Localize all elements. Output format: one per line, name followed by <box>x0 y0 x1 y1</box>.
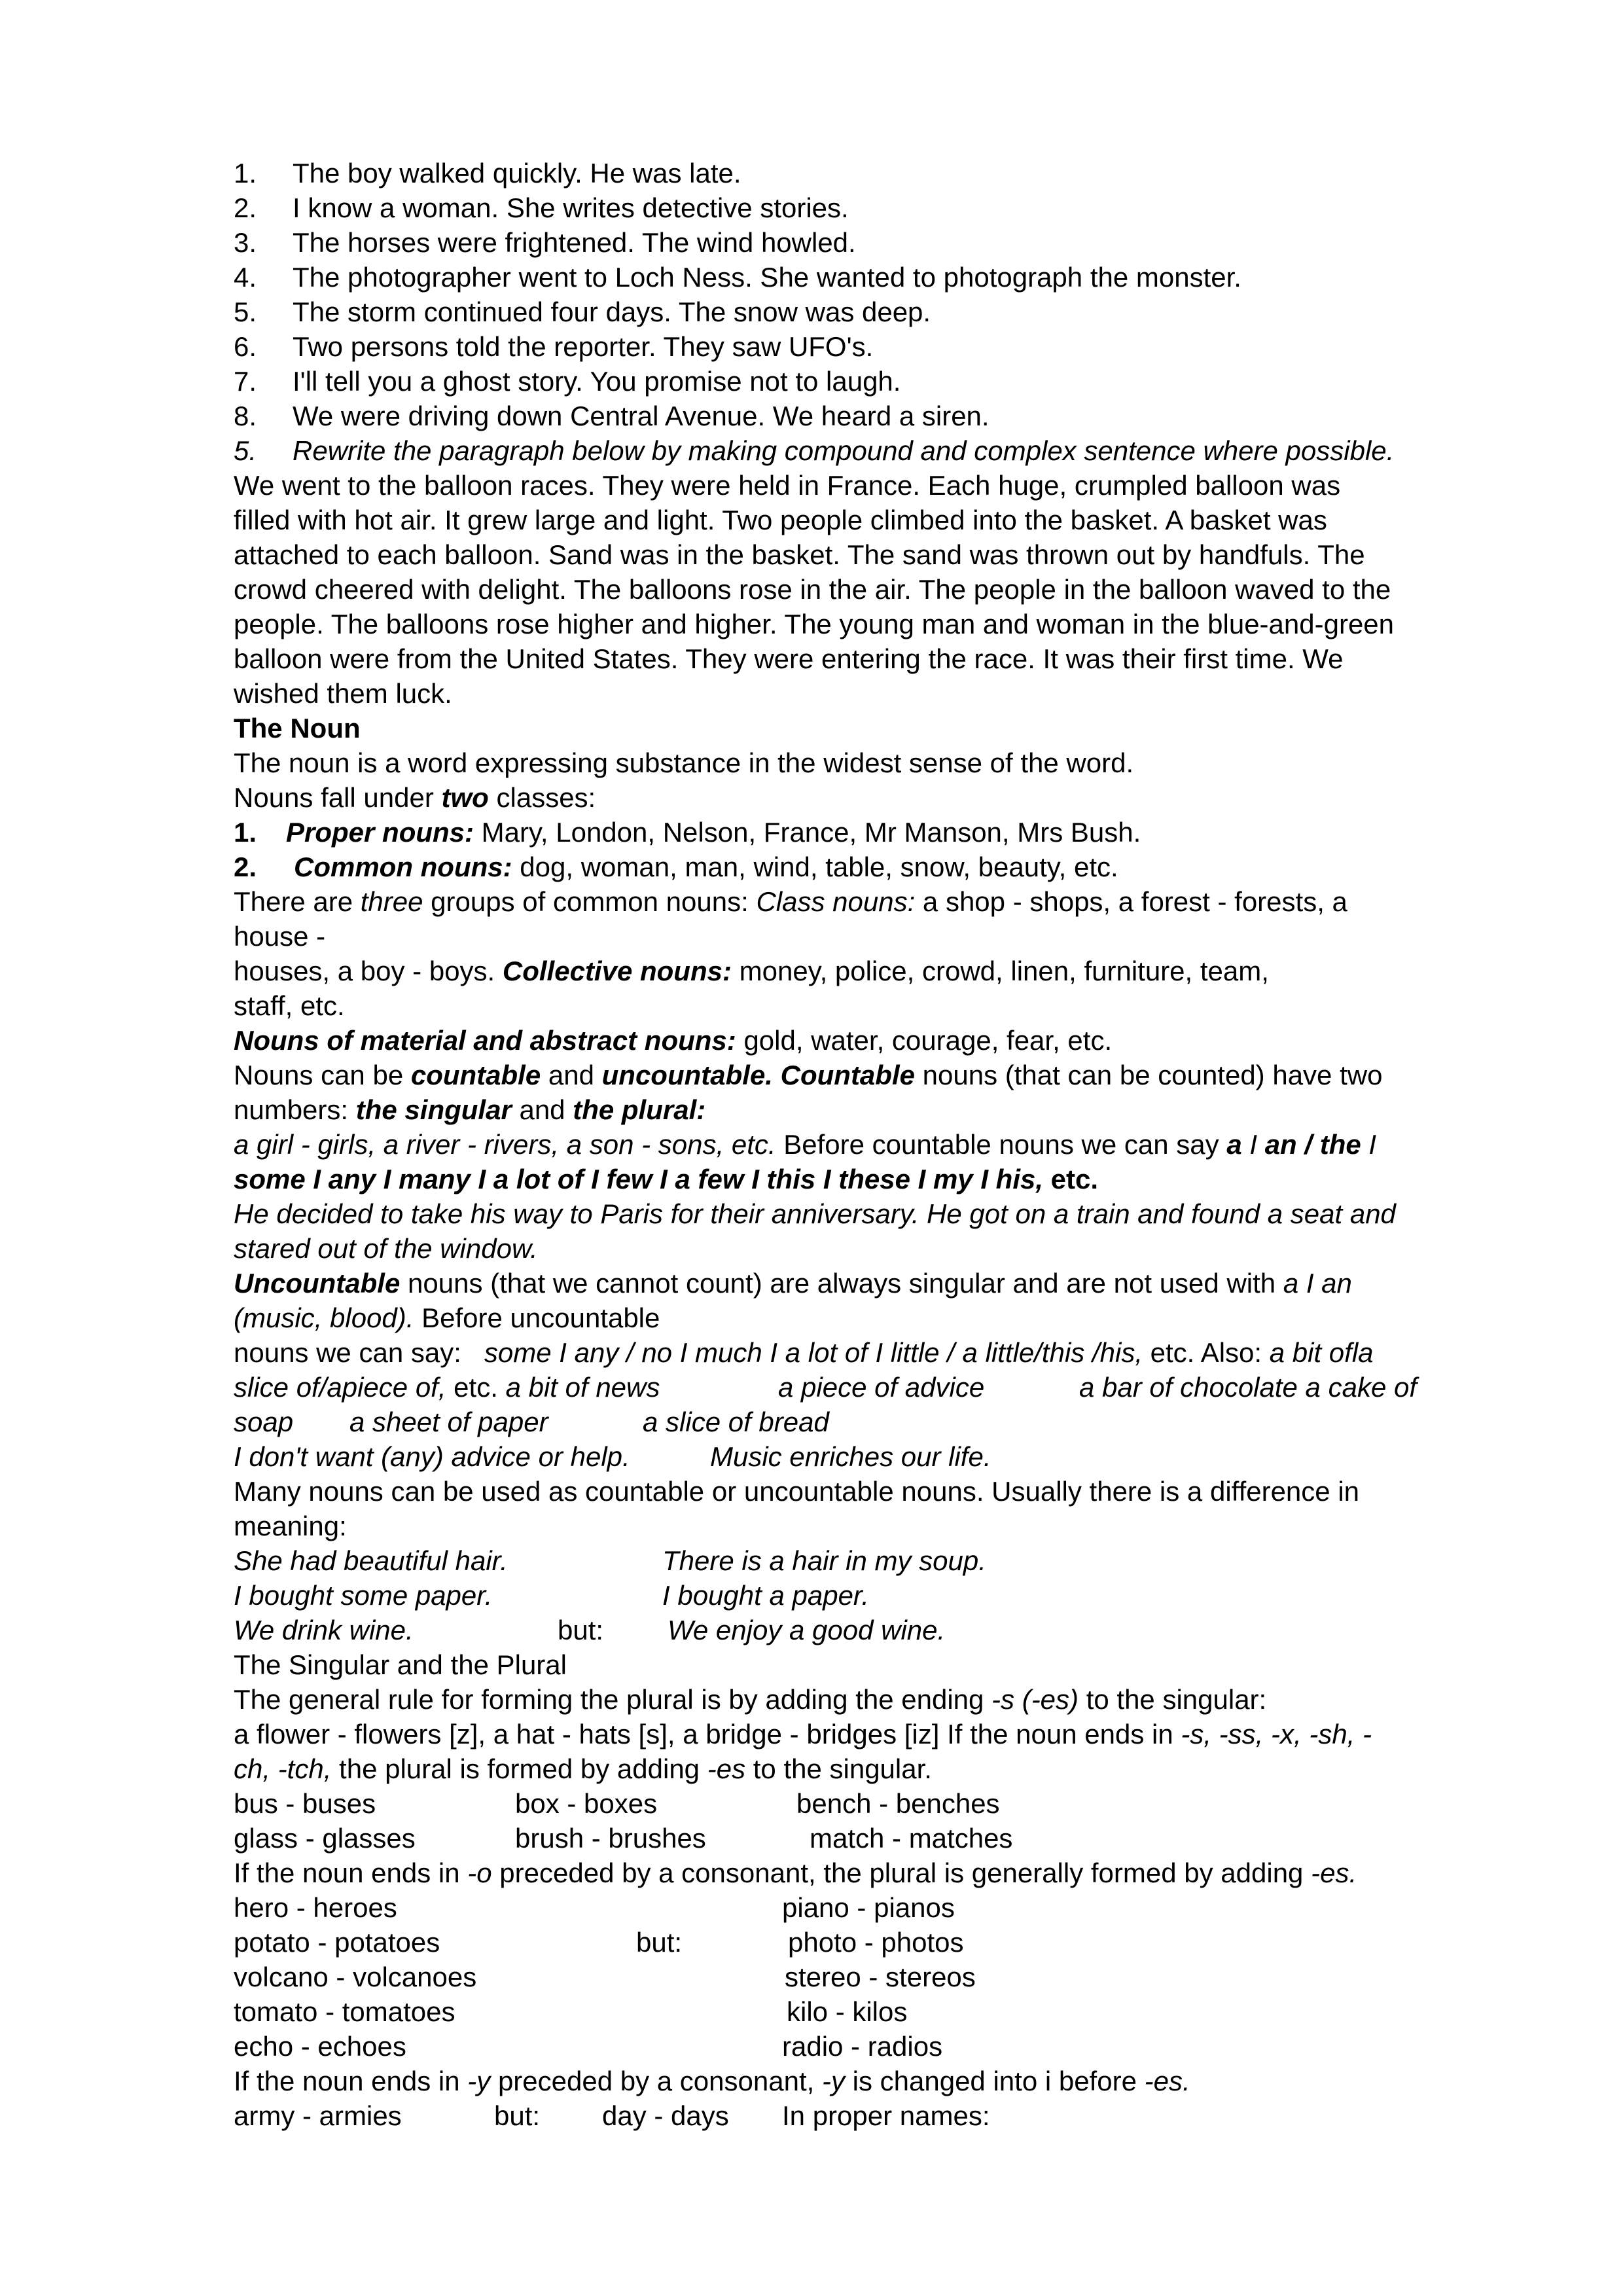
example: slice of/apiece of, <box>234 1372 446 1403</box>
table-cell: glass - glasses <box>234 1823 416 1854</box>
but-label: but: <box>558 1615 604 1645</box>
groups-line: house - <box>234 921 326 952</box>
but-label: but: <box>636 1927 683 1958</box>
uncountable-line <box>234 1266 1536 1300</box>
text: and <box>511 1094 573 1125</box>
item-text: The horses were frightened. The wind howled. <box>293 227 856 258</box>
separator: I <box>1241 1129 1265 1160</box>
suffix: -s (-es) <box>991 1684 1079 1715</box>
example: a slice of bread <box>643 1407 829 1437</box>
material-line <box>234 1023 1536 1058</box>
text: to the singular: <box>1079 1684 1267 1715</box>
text: nouns we can say: <box>234 1337 484 1368</box>
text: Nouns fall under <box>234 782 442 813</box>
example: a bit of news <box>505 1372 660 1403</box>
term-label: Proper nouns: <box>286 817 474 848</box>
section-heading: The Noun <box>234 713 361 744</box>
item-number: 5. <box>234 296 257 327</box>
example: There is a hair in my soup. <box>662 1545 986 1576</box>
separator: I <box>1361 1129 1377 1160</box>
groups-line <box>234 884 1536 919</box>
rule-line <box>234 1751 1536 1786</box>
countable-line <box>234 1162 1536 1196</box>
example-pair <box>234 1613 1536 1647</box>
example: I bought a paper. <box>662 1580 870 1611</box>
item-text: Two persons told the reporter. They saw UFO's. <box>293 331 874 362</box>
text: If the noun ends in <box>234 1857 468 1888</box>
uncountable-line <box>234 1370 1536 1405</box>
suffix: -y <box>467 2066 491 2096</box>
suffix: -es <box>707 1753 746 1784</box>
table-row <box>234 1890 1536 1925</box>
emphasis: the singular <box>355 1094 512 1125</box>
emphasis: some I any I many I a lot of I few I a few I this I these I my I his, <box>234 1164 1044 1194</box>
text: There are <box>234 886 361 917</box>
item-number: 6. <box>234 331 257 362</box>
item-text: The storm continued four days. The snow was deep. <box>293 296 931 327</box>
term-label: Collective nouns: <box>502 956 732 986</box>
item-text: We were driving down Central Avenue. We heard a siren. <box>293 401 990 431</box>
table-cell: brush - brushes <box>515 1823 706 1854</box>
text: etc. <box>1043 1164 1099 1194</box>
text: nouns (that we cannot count) are always singular and are not used with <box>400 1268 1283 1299</box>
example-pair <box>234 1578 1536 1613</box>
exercise-instruction <box>234 433 1536 468</box>
but-label: but: <box>494 2100 541 2131</box>
text: groups of common nouns: <box>423 886 757 917</box>
example-pair <box>234 1543 1536 1578</box>
example: soap <box>234 1407 294 1437</box>
text: is changed into i before <box>844 2066 1145 2096</box>
list-item <box>234 329 1536 364</box>
term-label: Common nouns: <box>294 852 512 882</box>
example: a piece of advice <box>778 1372 985 1403</box>
list-item <box>234 399 1536 433</box>
text: money, police, crowd, linen, furniture, team, <box>731 956 1269 986</box>
example: I bought some paper. <box>234 1580 493 1611</box>
item-number: 2. <box>234 852 257 882</box>
paragraph-line: filled with hot air. It grew large and light. Two people climbed into the basket. A basket was <box>234 505 1327 535</box>
term-label: Class nouns: <box>756 886 916 917</box>
example: Music enriches our life. <box>710 1441 991 1472</box>
example: (music, blood). <box>234 1302 414 1333</box>
list-item <box>234 260 1536 295</box>
term-text: Mary, London, Nelson, France, Mr Manson, Mrs Bush. <box>474 817 1141 848</box>
emphasis: the plural: <box>573 1094 706 1125</box>
example: a bar of chocolate a cake of <box>1079 1372 1417 1403</box>
countable-line <box>234 1127 1536 1162</box>
text: houses, a boy - boys. <box>234 956 503 986</box>
item-number: 7. <box>234 366 257 397</box>
suffix: -es. <box>1144 2066 1190 2096</box>
text: Before countable nouns we can say <box>776 1129 1227 1160</box>
example: She had beautiful hair. <box>234 1545 508 1576</box>
suffix: -es. <box>1311 1857 1357 1888</box>
list-item <box>234 815 1536 850</box>
item-text: The photographer went to Loch Ness. She wanted to photograph the monster. <box>293 262 1241 293</box>
example: some I any / no I much I a lot of I little / a little/this /his, <box>484 1337 1143 1368</box>
emphasis: an / the <box>1264 1129 1361 1160</box>
text-line: meaning: <box>234 1511 347 1541</box>
paragraph-line: attached to each balloon. Sand was in the basket. The sand was thrown out by handfuls. The <box>234 539 1365 570</box>
table-row <box>234 2029 1536 2064</box>
item-number: 1. <box>234 817 257 848</box>
paragraph-line: people. The balloons rose higher and higher. The young man and woman in the blue-and-green <box>234 609 1395 639</box>
instruction-text: Rewrite the paragraph below by making compound and complex sentence where possible. <box>293 435 1395 466</box>
groups-line <box>234 954 1536 988</box>
item-text: The boy walked quickly. He was late. <box>293 158 741 188</box>
table-cell: volcano - volcanoes <box>234 1962 477 1992</box>
table-cell: tomato - tomatoes <box>234 1996 455 2027</box>
term-text: dog, woman, man, wind, table, snow, beauty, etc. <box>512 852 1118 882</box>
text: the plural is formed by adding <box>331 1753 707 1784</box>
text: etc. <box>446 1372 506 1403</box>
text: gold, water, courage, fear, etc. <box>736 1025 1113 1056</box>
table-cell: kilo - kilos <box>787 1996 908 2027</box>
table-cell: photo - photos <box>788 1927 964 1958</box>
table-cell: bus - buses <box>234 1788 376 1819</box>
groups-line: staff, etc. <box>234 990 345 1021</box>
text: a flower - flowers [z], a hat - hats [s], a bridge - bridges [iz] If the noun ends in <box>234 1719 1181 1749</box>
suffix: -s, -ss, -x, -sh, - <box>1181 1719 1372 1749</box>
emphasis: two <box>441 782 489 813</box>
countable-line <box>234 1058 1536 1092</box>
item-text: I'll tell you a ghost story. You promise not to laugh. <box>293 366 901 397</box>
rule-line <box>234 2064 1536 2098</box>
paragraph-line: crowd cheered with delight. The balloons rose in the air. The people in the balloon waved to the <box>234 574 1391 605</box>
rule-line <box>234 1717 1536 1751</box>
item-number: 8. <box>234 401 257 431</box>
table-cell: hero - heroes <box>234 1892 397 1923</box>
suffix: -y <box>821 2066 845 2096</box>
example: a bit ofla <box>1269 1337 1374 1368</box>
uncountable-line <box>234 1300 1536 1335</box>
example: I don't want (any) advice or help. <box>234 1441 630 1472</box>
term-label: Nouns of material and abstract nouns: <box>234 1025 736 1056</box>
text: and <box>541 1060 602 1090</box>
example-line: He decided to take his way to Paris for their anniversary. He got on a train and found a seat and <box>234 1198 1396 1229</box>
text: numbers: <box>234 1094 356 1125</box>
example: We enjoy a good wine. <box>668 1615 946 1645</box>
item-number: 4. <box>234 262 257 293</box>
definition-text: The noun is a word expressing substance in the widest sense of the word. <box>234 747 1134 778</box>
table-row <box>234 1994 1536 2029</box>
emphasis: countable <box>410 1060 541 1090</box>
text: preceded by a consonant, the plural is generally formed by adding <box>491 1857 1311 1888</box>
text: Before uncountable <box>414 1302 660 1333</box>
list-item <box>234 156 1536 190</box>
text-line: Many nouns can be used as countable or uncountable nouns. Usually there is a difference in <box>234 1476 1360 1507</box>
uncountable-line <box>234 1405 1536 1439</box>
example: We drink wine. <box>234 1615 414 1645</box>
text: preceded by a consonant, <box>490 2066 822 2096</box>
suffix: ch, -tch, <box>234 1753 332 1784</box>
exercise-number: 5. <box>234 435 257 466</box>
table-cell: box - boxes <box>515 1788 658 1819</box>
text: etc. Also: <box>1142 1337 1270 1368</box>
text: to the singular. <box>745 1753 932 1784</box>
table-cell: piano - pianos <box>782 1892 955 1923</box>
emphasis: uncountable. Countable <box>601 1060 915 1090</box>
list-item <box>234 190 1536 225</box>
text: classes: <box>488 782 596 813</box>
table-row <box>234 1786 1536 1821</box>
paragraph-line: We went to the balloon races. They were held in France. Each huge, crumpled balloon was <box>234 470 1341 501</box>
emphasis: a <box>1226 1129 1242 1160</box>
text: Nouns can be <box>234 1060 411 1090</box>
table-row <box>234 1925 1536 1960</box>
paragraph-line: wished them luck. <box>234 678 452 709</box>
list-item <box>234 225 1536 260</box>
list-item <box>234 295 1536 329</box>
table-row <box>234 1960 1536 1994</box>
table-cell: day - days <box>602 2100 729 2131</box>
rule-line <box>234 1856 1536 1890</box>
table-cell: echo - echoes <box>234 2031 406 2062</box>
table-cell: army - armies <box>234 2100 402 2131</box>
section-heading: The Singular and the Plural <box>234 1649 567 1680</box>
example-line: stared out of the window. <box>234 1233 538 1264</box>
table-row <box>234 1821 1536 1856</box>
countable-line <box>234 1092 1536 1127</box>
uncountable-line <box>234 1439 1536 1474</box>
table-cell: potato - potatoes <box>234 1927 440 1958</box>
table-cell: stereo - stereos <box>785 1962 976 1992</box>
table-cell: bench - benches <box>796 1788 1000 1819</box>
text: a shop - shops, a forest - forests, a <box>915 886 1347 917</box>
text: nouns (that can be counted) have two <box>914 1060 1383 1090</box>
table-cell: radio - radios <box>782 2031 943 2062</box>
example: a sheet of paper <box>349 1407 548 1437</box>
classes-line <box>234 780 1536 815</box>
rule-line <box>234 1682 1536 1717</box>
paragraph-line: balloon were from the United States. They were entering the race. It was their first time. We <box>234 643 1344 674</box>
uncountable-line <box>234 1335 1536 1370</box>
text: The general rule for forming the plural is by adding the ending <box>234 1684 992 1715</box>
term-label: Uncountable <box>234 1268 401 1299</box>
table-row <box>234 2098 1536 2133</box>
text: If the noun ends in <box>234 2066 468 2096</box>
item-number: 1. <box>234 158 257 188</box>
item-number: 2. <box>234 192 257 223</box>
emphasis: three <box>360 886 423 917</box>
item-number: 3. <box>234 227 257 258</box>
example: a girl - girls, a river - rivers, a son - sons, etc. <box>234 1129 776 1160</box>
list-item <box>234 364 1536 399</box>
list-item <box>234 850 1536 884</box>
table-cell: match - matches <box>810 1823 1013 1854</box>
item-text: I know a woman. She writes detective stories. <box>293 192 849 223</box>
example: a I an <box>1283 1268 1352 1299</box>
table-cell: In proper names: <box>782 2100 990 2131</box>
suffix: -o <box>467 1857 492 1888</box>
